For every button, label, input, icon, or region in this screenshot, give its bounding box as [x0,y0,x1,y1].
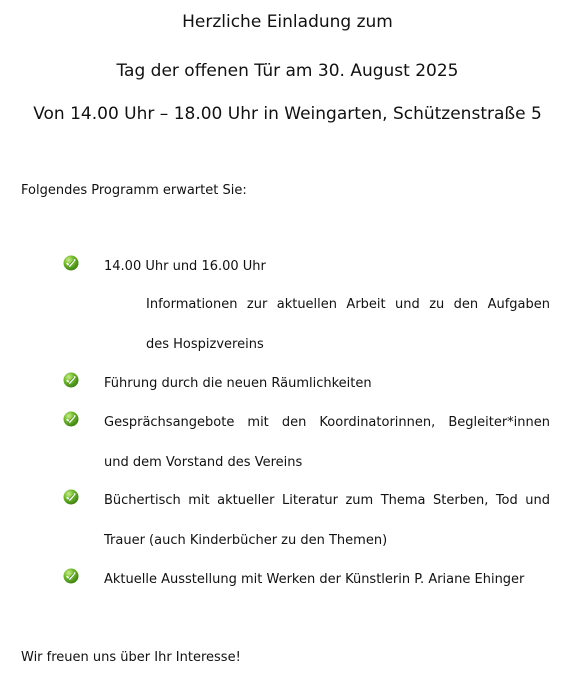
list-item-title: Führung durch die neuen Räumlichkeiten [104,376,372,391]
invitation-title: Herzliche Einladung zum [182,12,393,32]
closing-text: Wir freuen uns über Ihr Interesse! [21,650,241,665]
list-item-title: 14.00 Uhr und 16.00 Uhr [104,259,266,274]
event-date: Tag der offenen Tür am 30. August 2025 [116,61,459,81]
green-check-ball-icon [63,568,79,584]
list-item-text: Trauer (auch Kinderbücher zu den Themen) [104,533,388,548]
event-time-location: Von 14.00 Uhr – 18.00 Uhr in Weingarten, Schützenstraße 5 [33,104,542,124]
program-intro: Folgendes Programm erwartet Sie: [21,183,247,198]
green-check-ball-icon [63,255,79,271]
list-item-text: Gesprächsangebote mit den Koordinatorinnen, Begleiter*innen [104,415,550,430]
list-item-detail: Informationen zur aktuellen Arbeit und zu den Aufgaben [146,297,550,312]
list-item-text: Büchertisch mit aktueller Literatur zum Thema Sterben, Tod und [104,493,550,508]
list-item-detail: des Hospizvereins [146,337,264,352]
list-item-text: und dem Vorstand des Vereins [104,455,303,470]
green-check-ball-icon [63,372,79,388]
list-item-title: Aktuelle Ausstellung mit Werken der Künstlerin P. Ariane Ehinger [104,572,525,587]
green-check-ball-icon [63,411,79,427]
green-check-ball-icon [63,489,79,505]
